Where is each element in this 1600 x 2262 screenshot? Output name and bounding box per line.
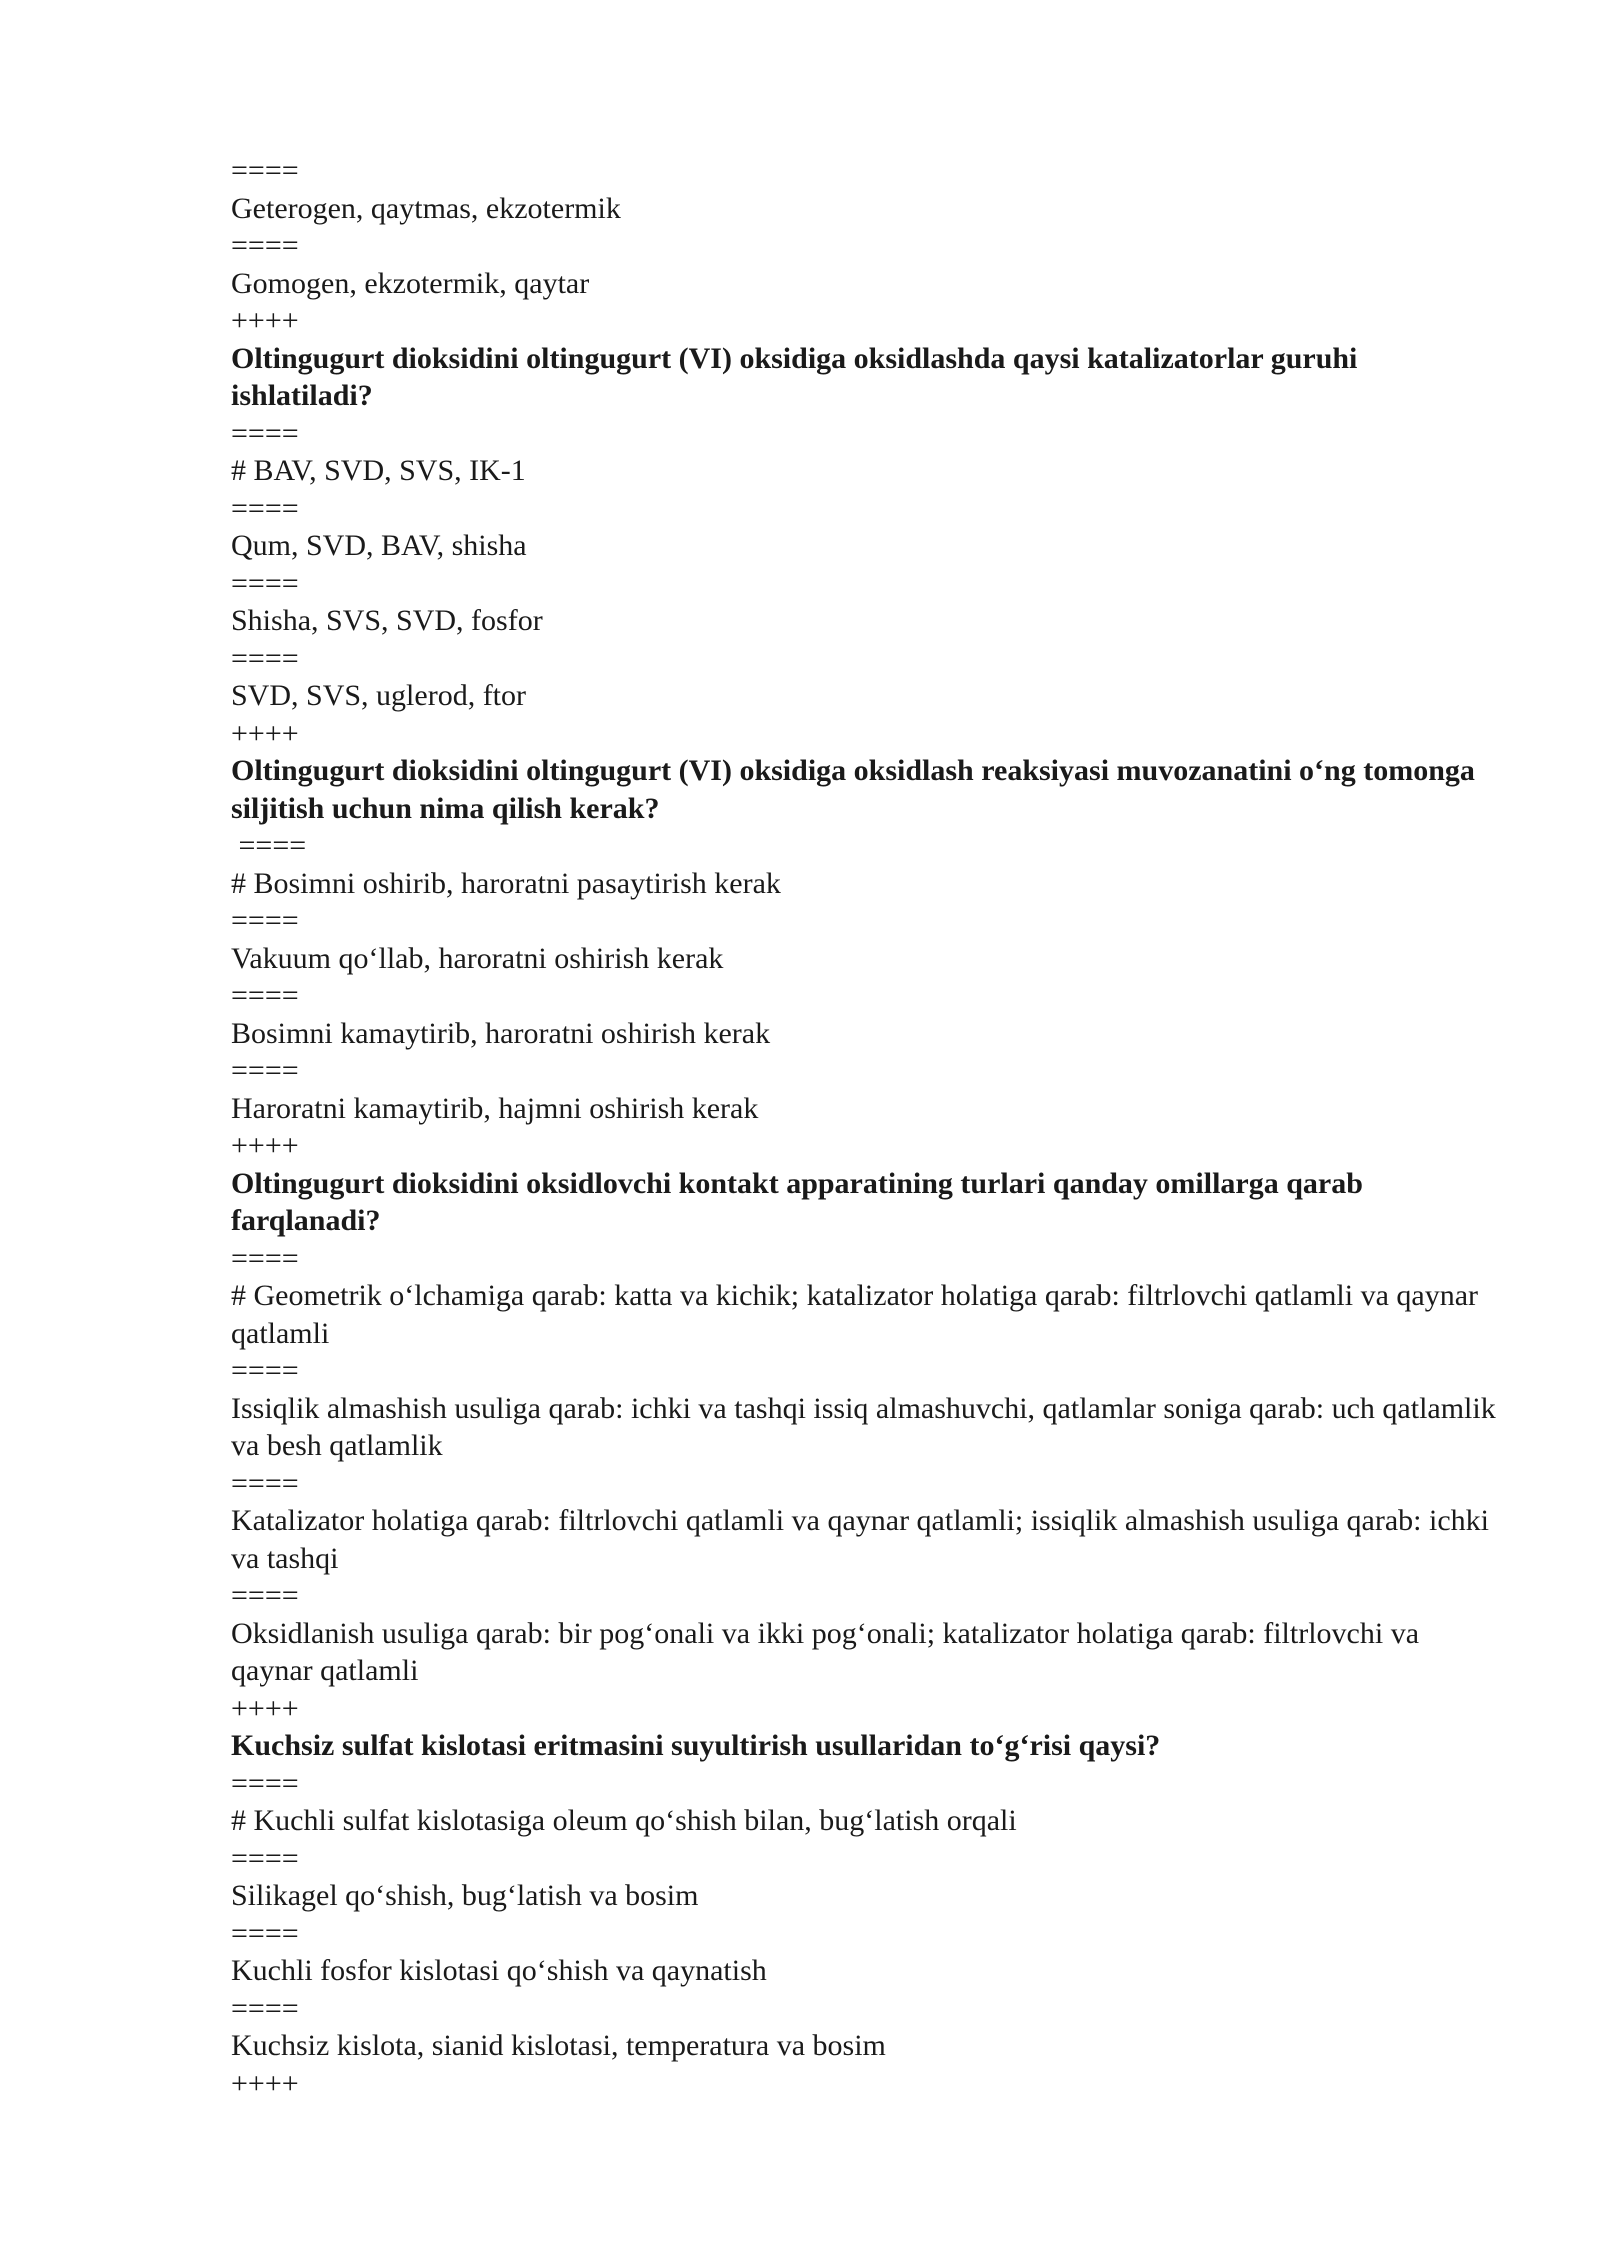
question-separator: ++++	[231, 304, 299, 337]
separator-line: ====	[231, 641, 299, 675]
answer-option: Shisha, SVS, SVD, fosfor	[231, 604, 543, 637]
answer-option: Issiqlik almashish usuliga qarab: ichki va tashqi issiq almashuvchi, qatlamlar soniga qarab: uch qatlamlik va besh qatlamlik	[231, 1391, 1496, 1462]
separator-line: ====	[231, 904, 299, 937]
correct-answer-option: # Bosimni oshirib, haroratni pasaytirish kerak	[231, 866, 781, 900]
separator-line: ====	[231, 1916, 299, 1950]
question-separator: ++++	[231, 1129, 299, 1162]
answer-option: Qum, SVD, BAV, shisha	[231, 529, 527, 562]
correct-answer-option: # BAV, SVD, SVS, IK-1	[231, 454, 526, 487]
answer-option: Kuchsiz kislota, sianid kislotasi, temperatura va bosim	[231, 2029, 886, 2062]
correct-answer-option: # Geometrik o‘lchamiga qarab: katta va kichik; katalizator holatiga qarab: filtrlovchi qatlamli va qaynar qatlamli	[231, 1279, 1479, 1350]
separator-line: ====	[231, 1354, 299, 1387]
question-text: Oltingugurt dioksidini oltingugurt (VI) oksidiga oksidlash reaksiyasi muvozanatini o‘ng tomonga siljitish uchun nima qilish kerak?	[231, 754, 1475, 825]
separator-line: ====	[231, 566, 299, 600]
separator-line: ====	[231, 1991, 299, 2025]
question-text: Oltingugurt dioksidini oksidlovchi kontakt apparatining turlari qanday omillarga qarab farqlanadi?	[231, 1166, 1363, 1237]
separator-line: ====	[231, 1466, 299, 1500]
separator-line: ====	[231, 1766, 299, 1800]
answer-option: Oksidlanish usuliga qarab: bir pog‘onali va ikki pog‘onali; katalizator holatiga qarab: filtrlovchi va qaynar qatlamli	[231, 1616, 1420, 1687]
question-text: Oltingugurt dioksidini oltingugurt (VI) oksidiga oksidlashda qaysi katalizatorlar guruhi ishlatiladi?	[231, 341, 1358, 412]
question-separator: ++++	[231, 2066, 299, 2100]
separator-line: ====	[231, 416, 299, 450]
separator-line: ====	[231, 829, 307, 862]
question-separator: ++++	[231, 716, 299, 750]
answer-option: Bosimni kamaytirib, haroratni oshirish kerak	[231, 1016, 771, 1050]
separator-line: ====	[231, 1841, 299, 1875]
separator-line: ====	[231, 154, 299, 187]
question-separator: ++++	[231, 1691, 299, 1725]
answer-option: Silikagel qo‘shish, bug‘latish va bosim	[231, 1879, 699, 1912]
separator-line: ====	[231, 1054, 299, 1087]
question-text: Kuchsiz sulfat kislotasi eritmasini suyultirish usullaridan to‘g‘risi qaysi?	[231, 1729, 1161, 1762]
answer-option: Kuchli fosfor kislotasi qo‘shish va qaynatish	[231, 1954, 767, 1987]
answer-option: Vakuum qo‘llab, haroratni oshirish kerak	[231, 941, 724, 975]
answer-option: Katalizator holatiga qarab: filtrlovchi qatlamli va qaynar qatlamli; issiqlik almashish usuliga qarab: ichki va tashqi	[231, 1504, 1489, 1575]
separator-line: ====	[231, 1241, 299, 1275]
correct-answer-option: # Kuchli sulfat kislotasiga oleum qo‘shish bilan, bug‘latish orqali	[231, 1804, 1017, 1837]
answer-option: Haroratni kamaytirib, hajmni oshirish kerak	[231, 1091, 759, 1125]
answer-option: SVD, SVS, uglerod, ftor	[231, 679, 527, 712]
separator-line: ====	[231, 491, 299, 525]
document-page	[231, 152, 1501, 2102]
separator-line: ====	[231, 229, 299, 262]
separator-line: ====	[231, 979, 299, 1012]
answer-option: Geterogen, qaytmas, ekzotermik	[231, 191, 621, 225]
answer-option: Gomogen, ekzotermik, qaytar	[231, 266, 590, 300]
separator-line: ====	[231, 1579, 299, 1612]
